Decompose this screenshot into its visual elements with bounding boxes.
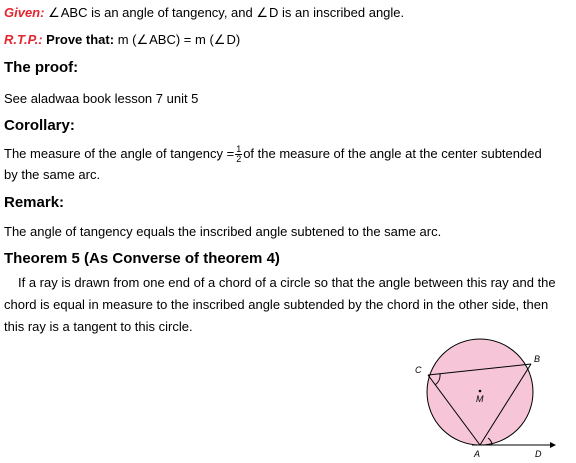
- angle-icon: ∠: [48, 5, 60, 20]
- rtp-text-3: D): [226, 32, 241, 47]
- given-label: Given:: [4, 5, 45, 20]
- corollary-text-start: The measure of the angle of tangency =: [4, 145, 235, 161]
- corollary-line-1: [4, 145, 542, 164]
- center-point: [479, 390, 482, 393]
- fraction-denominator: 2: [236, 154, 242, 164]
- proof-text: See aladwaa book lesson 7 unit 5: [4, 91, 199, 106]
- corollary-line-2: by the same arc.: [4, 167, 101, 182]
- proof-heading: The proof:: [4, 59, 79, 76]
- theorem-5-text: If a ray is drawn from one end of a chord of a circle so that the angle between this ray and the chord is equal in measure to the inscribed angle subtended by the chord in the other side, then this ray is a tangent to this circle.: [4, 275, 556, 334]
- label-b: B: [534, 354, 541, 364]
- circle-tangent-figure: [400, 338, 572, 460]
- label-c: C: [415, 365, 422, 375]
- prove-label: Prove that:: [46, 32, 115, 47]
- corollary-text-end: of the measure of the angle at the center subtended: [243, 145, 542, 161]
- rtp-text-2: ABC) = m (: [149, 32, 214, 47]
- rtp-text-1: m (: [117, 32, 137, 47]
- label-d: D: [535, 449, 542, 459]
- fraction-numerator: 1: [236, 144, 242, 154]
- theorem-5-paragraph: [4, 272, 572, 338]
- remark-heading: Remark:: [4, 194, 65, 211]
- angle-icon: ∠: [213, 32, 226, 47]
- corollary-heading: Corollary:: [4, 117, 75, 134]
- angle-icon: ∠: [136, 32, 149, 47]
- rtp-label: R.T.P.:: [4, 32, 43, 47]
- given-text-2: D is an inscribed angle.: [269, 5, 405, 20]
- angle-icon: ∠: [256, 5, 269, 20]
- one-half-fraction: [235, 145, 242, 164]
- theorem-5-heading: Theorem 5 (As Converse of theorem 4): [4, 250, 280, 267]
- rtp-line: [4, 32, 240, 48]
- ray-arrow-icon: [550, 442, 556, 448]
- label-m: M: [476, 394, 484, 404]
- given-line: [4, 5, 404, 21]
- given-text-1: ABC is an angle of tangency, and: [60, 5, 257, 20]
- remark-text: The angle of tangency equals the inscribed angle subtened to the same arc.: [4, 224, 442, 239]
- label-a: A: [474, 449, 481, 459]
